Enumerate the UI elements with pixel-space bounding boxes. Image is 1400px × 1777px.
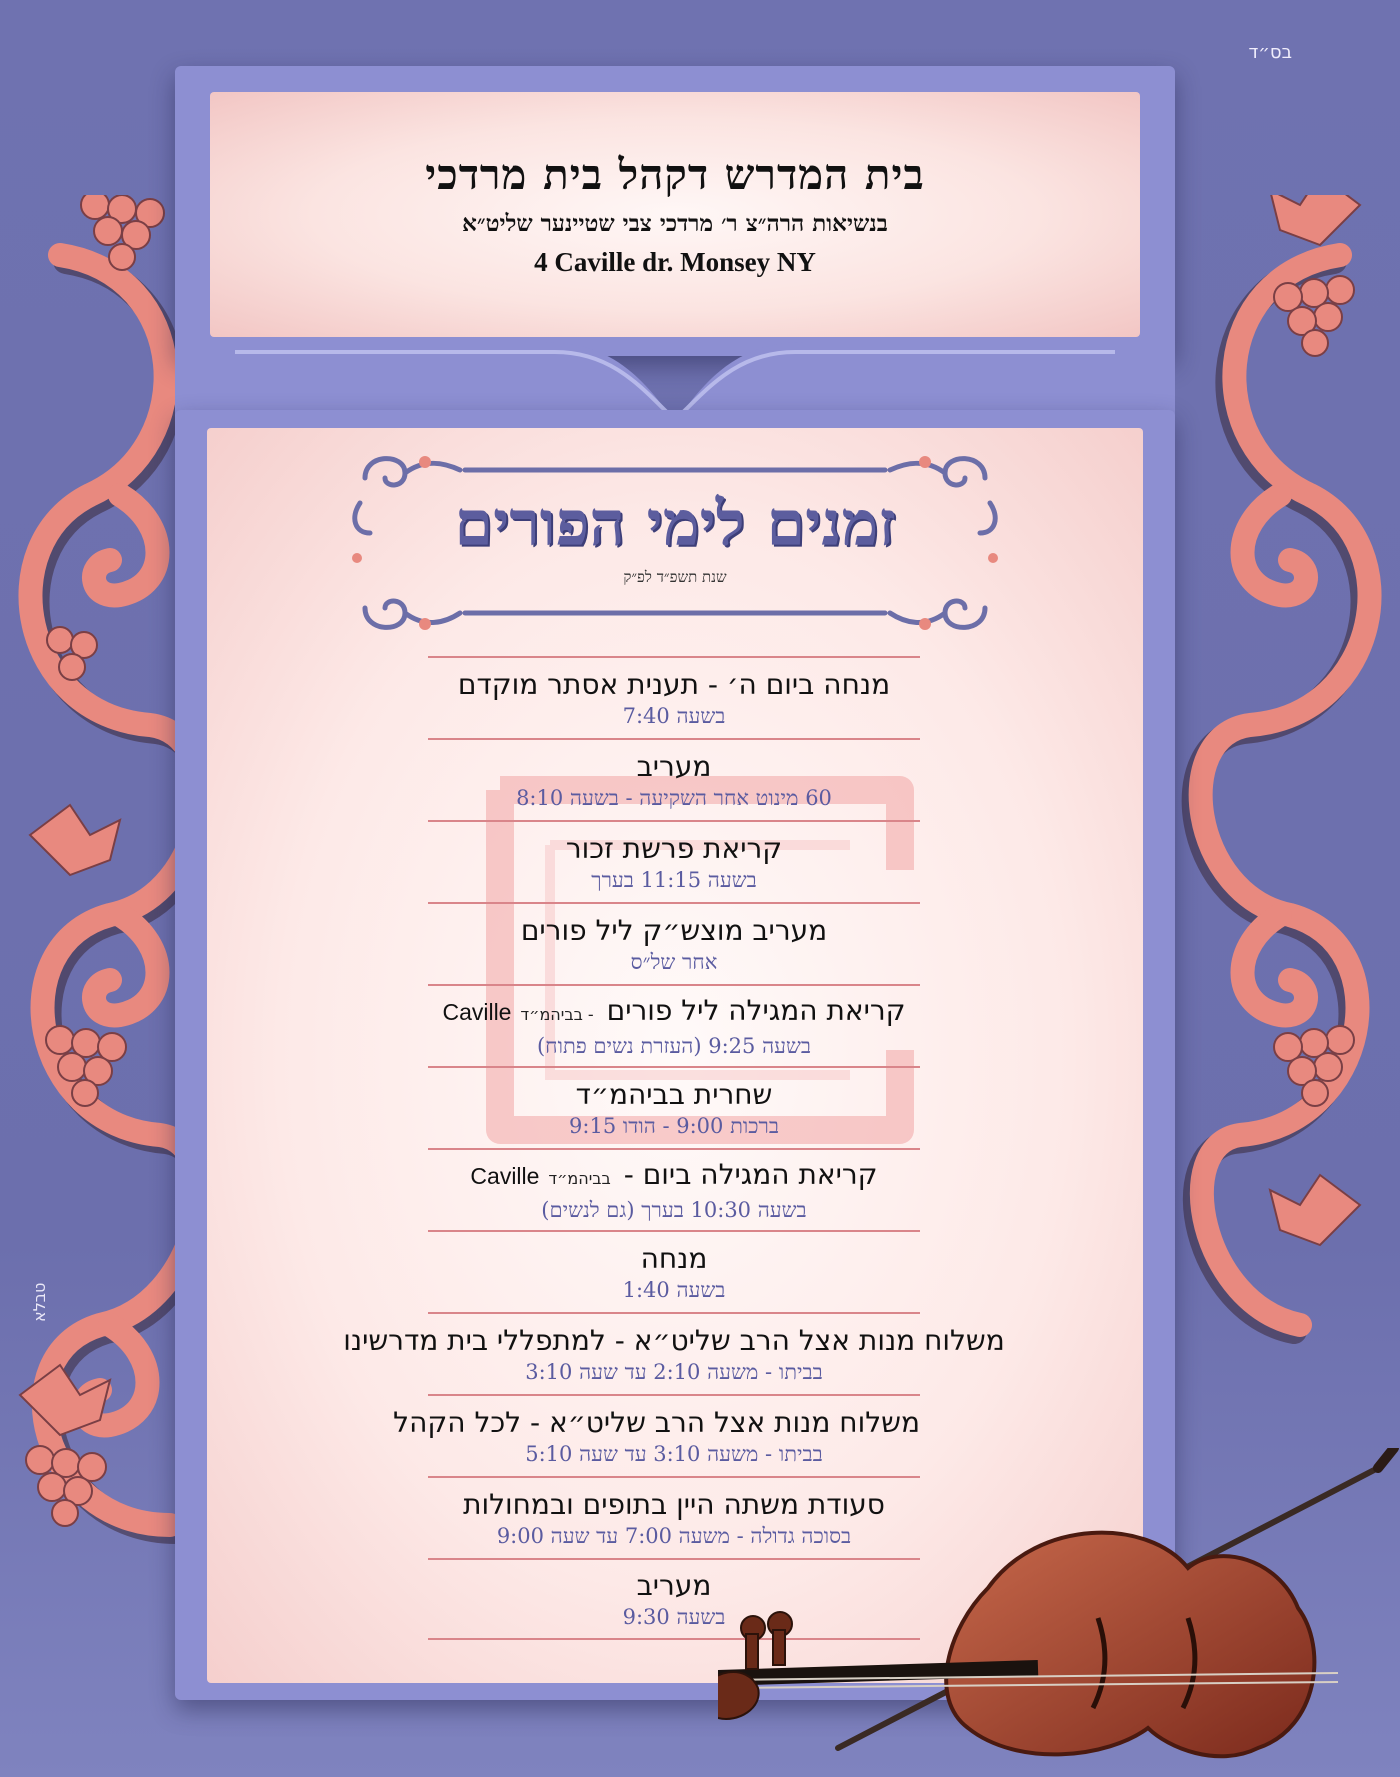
schedule-title: משלוח מנות אצל הרב שליט״א - לכל הקהל [393, 1406, 920, 1439]
main-title: זמנים לימי הפורים [454, 487, 896, 560]
schedule-time: בביתו - משעה 2:10 עד שעה 3:10 [525, 1360, 823, 1384]
schedule-item [428, 1148, 920, 1230]
schedule-title: סעודת משתה היין בתופים ובמחולות [463, 1488, 885, 1521]
schedule-title: מנחה [640, 1242, 708, 1275]
schedule-item [428, 984, 920, 1066]
schedule-time: בשעה 7:40 [622, 704, 726, 728]
schedule-time: בשעה 9:25 (העזרת נשים פתוח) [536, 1034, 812, 1058]
designer-credit: טבלא [30, 1282, 49, 1322]
address: 4 Caville dr. Monsey NY [534, 247, 816, 277]
schedule-time: בשעה 10:30 בערך (גם לנשים) [541, 1198, 807, 1222]
schedule-item [428, 820, 920, 902]
year-line: שנת תשפ״ד לפ״ק [623, 568, 727, 586]
schedule-place: Caville [470, 1163, 540, 1189]
bsd-label: בס״ד [1248, 42, 1292, 63]
schedule-title: מעריב [636, 1569, 712, 1602]
schedule-note: בביהמ״ד [548, 1169, 611, 1188]
schedule-time: בביתו - משעה 3:10 עד שעה 5:10 [525, 1442, 823, 1466]
schedule-title-text: קריאת המגילה ליל פורים [606, 994, 906, 1027]
schedule-note: - בביהמ״ד [520, 1005, 594, 1024]
schedule-time: אחר של״ס [630, 950, 718, 974]
schedule-item [428, 656, 920, 738]
schedule-title: קריאת פרשת זכור [565, 832, 783, 865]
schedule-item [428, 1066, 920, 1148]
schedule-item [428, 738, 920, 820]
schedule-time: בסוכה גדולה - משעה 7:00 עד שעה 9:00 [496, 1524, 852, 1548]
schedule-time: ברכות 9:00 - הודו 9:15 [569, 1114, 779, 1138]
synagogue-name: בית המדרש דקהל בית מרדכי [425, 150, 925, 199]
schedule-title: משלוח מנות אצל הרב שליט״א - למתפללי בית מדרשינו [343, 1324, 1005, 1357]
schedule-time: בשעה 11:15 בערך [591, 868, 757, 892]
rabbi-line: בנשיאות הרה״צ ר׳ מרדכי צבי שטיינער שליט״א [462, 210, 888, 237]
violin-illustration [718, 1448, 1400, 1777]
header-panel [210, 92, 1140, 337]
schedule-time: בשעה 9:30 [622, 1605, 726, 1629]
schedule-time: 60 מינוט אחר השקיעה - בשעה 8:10 [516, 786, 832, 810]
schedule-place: Caville [442, 999, 512, 1025]
schedule-title: שחרית בביהמ״ד [575, 1078, 773, 1111]
schedule-title: מעריב מוצש״ק ליל פורים [520, 914, 828, 947]
schedule-item [313, 1312, 1035, 1394]
schedule-item [428, 902, 920, 984]
schedule-title: מנחה ביום ה׳ - תענית אסתר מוקדם [457, 668, 891, 701]
schedule-title: מעריב [636, 750, 712, 783]
schedule-title [428, 993, 920, 1033]
schedule-item [428, 1230, 920, 1312]
schedule-title-text: קריאת המגילה ביום - [623, 1158, 878, 1191]
schedule-title [428, 1157, 920, 1197]
schedule-time: בשעה 1:40 [622, 1278, 726, 1302]
